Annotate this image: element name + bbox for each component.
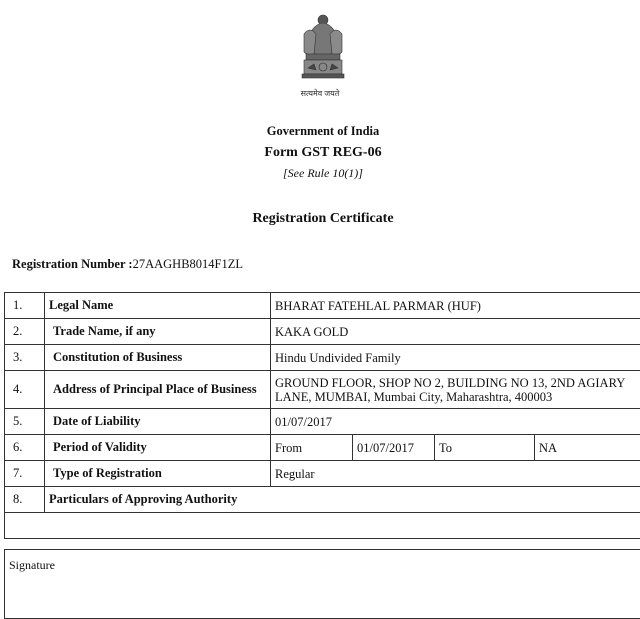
constitution-value: Hindu Undivided Family xyxy=(271,345,640,371)
table-row-empty xyxy=(5,513,640,539)
approving-authority-blank xyxy=(5,513,640,539)
row-label: Date of Liability xyxy=(45,409,271,435)
address-value: GROUND FLOOR, SHOP NO 2, BUILDING NO 13, 2ND AGIARY LANE, MUMBAI, Mumbai City, Maharashtra, 400003 xyxy=(271,371,640,409)
table-row xyxy=(5,293,640,319)
row-label: Type of Registration xyxy=(45,461,271,487)
row-label: Address of Principal Place of Business xyxy=(45,371,271,409)
trade-name-value: KAKA GOLD xyxy=(271,319,640,345)
date-of-liability-value: 01/07/2017 xyxy=(271,409,640,435)
row-number: 1. xyxy=(5,293,45,319)
row-label: Constitution of Business xyxy=(45,345,271,371)
row-number: 7. xyxy=(5,461,45,487)
registration-number-value: 27AAGHB8014F1ZL xyxy=(133,257,243,271)
row-number: 5. xyxy=(5,409,45,435)
table-row xyxy=(5,371,640,409)
table-row xyxy=(5,409,640,435)
government-heading: Government of India xyxy=(0,124,640,139)
row-number: 2. xyxy=(5,319,45,345)
table-row xyxy=(5,319,640,345)
certificate-title: Registration Certificate xyxy=(0,211,640,227)
validity-to-label: To xyxy=(435,435,535,461)
table-row xyxy=(5,345,640,371)
row-label: Period of Validity xyxy=(45,435,271,461)
signature-label: Signature xyxy=(9,558,55,573)
ashoka-emblem-icon xyxy=(290,12,356,100)
validity-to-value: NA xyxy=(535,435,640,461)
row-number: 4. xyxy=(5,371,45,409)
validity-from-value: 01/07/2017 xyxy=(353,435,435,461)
row-label: Legal Name xyxy=(45,293,271,319)
validity-from-label: From xyxy=(271,435,353,461)
table-row xyxy=(5,435,640,461)
signature-box xyxy=(4,549,640,619)
row-number: 3. xyxy=(5,345,45,371)
registration-details-table xyxy=(4,292,640,539)
table-row xyxy=(5,487,640,513)
row-number: 6. xyxy=(5,435,45,461)
rule-reference: [See Rule 10(1)] xyxy=(0,166,640,181)
registration-number-label: Registration Number : xyxy=(12,257,133,271)
registration-type-value: Regular xyxy=(271,461,640,487)
row-number: 8. xyxy=(5,487,45,513)
registration-number-line xyxy=(12,257,243,272)
emblem-motto: सत्यमेव जयते xyxy=(0,88,640,99)
legal-name-value: BHARAT FATEHLAL PARMAR (HUF) xyxy=(271,293,640,319)
table-row xyxy=(5,461,640,487)
row-label: Trade Name, if any xyxy=(45,319,271,345)
form-title: Form GST REG-06 xyxy=(0,145,640,161)
row-label: Particulars of Approving Authority xyxy=(45,487,640,513)
